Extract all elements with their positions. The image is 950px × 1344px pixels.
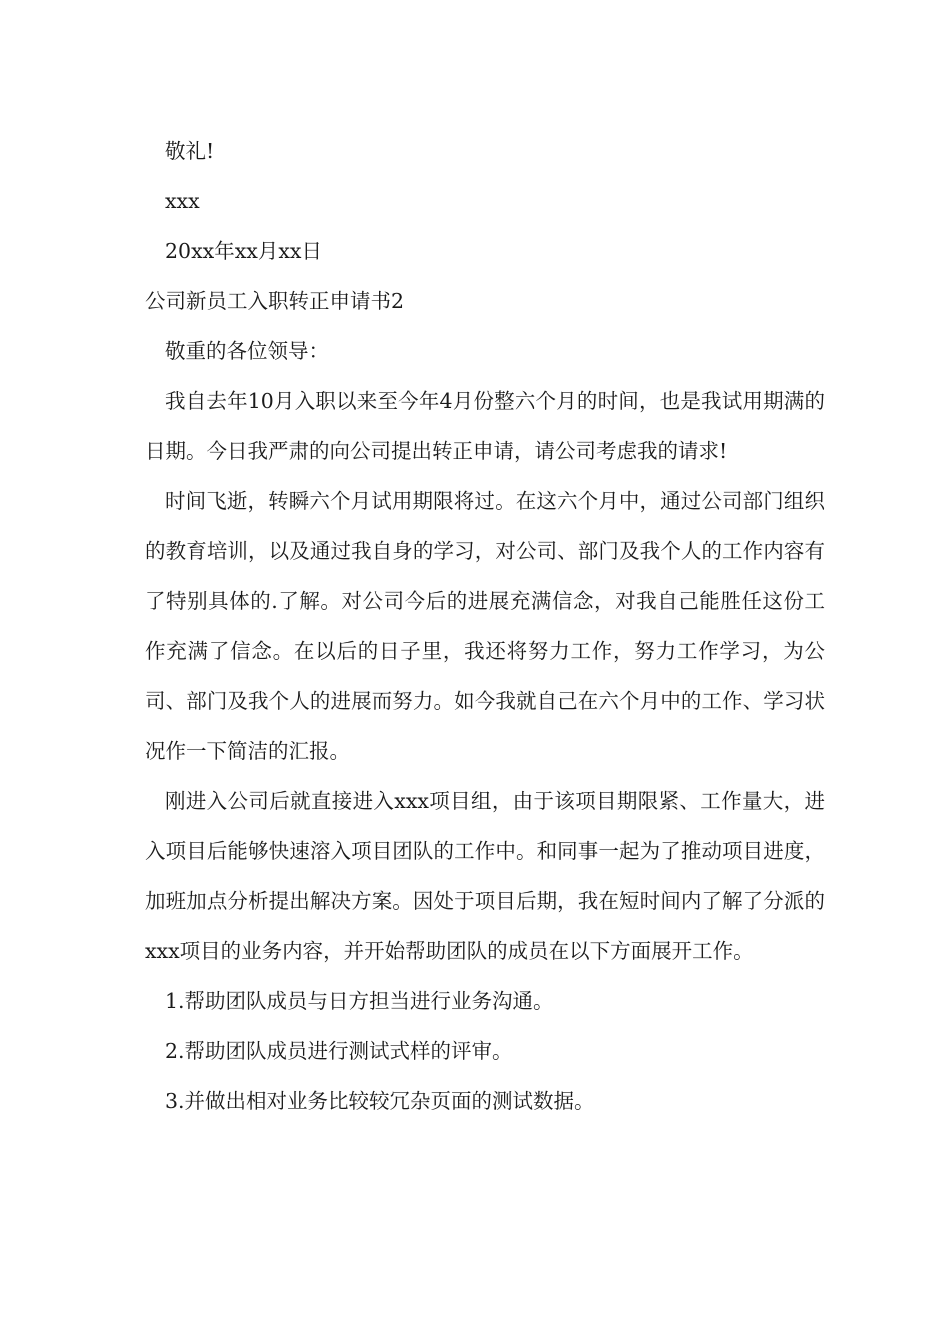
date-text: 20xx年xx月xx日 [165,239,322,263]
document-title: 公司新员工入职转正申请书2 [145,289,405,313]
paragraph: 时间飞逝，转瞬六个月试用期限将过。在这六个月中，通过公司部门组织的教育培训，以及通过我自身的学习，对公司、部门及我个人的工作内容有了特别具体的.了解。对公司今后的进展充满信念，对我自己能胜任这份工作充满了信念。在以后的日子里，我还将努力工作，努力工作学习，为公司、部门及我个人的进展而努力。如今我就自己在六个月中的工作、学习状况作一下简洁的汇报。 [145,489,825,763]
closing-text: 敬礼! [165,139,215,163]
salutation-text: 敬重的各位领导： [165,339,329,363]
list-item: 1.帮助团队成员与日方担当进行业务沟通。 [165,989,554,1013]
paragraph: 我自去年10月入职以来至今年4月份整六个月的时间，也是我试用期满的日期。今日我严肃的向公司提出转正申请，请公司考虑我的请求! [145,389,825,463]
paragraph: 刚进入公司后就直接进入xxx项目组，由于该项目期限紧、工作量大，进入项目后能够快速溶入项目团队的工作中。和同事一起为了推动项目进度，加班加点分析提出解决方案。因处于项目后期，我在短时间内了解了分派的xxx项目的业务内容，并开始帮助团队的成员在以下方面展开工作。 [145,789,825,963]
list-item: 2.帮助团队成员进行测试式样的评审。 [165,1039,513,1063]
signature-text: xxx [165,189,200,213]
list-item: 3.并做出相对业务比较较冗杂页面的测试数据。 [165,1089,595,1113]
document-body [145,126,825,1126]
